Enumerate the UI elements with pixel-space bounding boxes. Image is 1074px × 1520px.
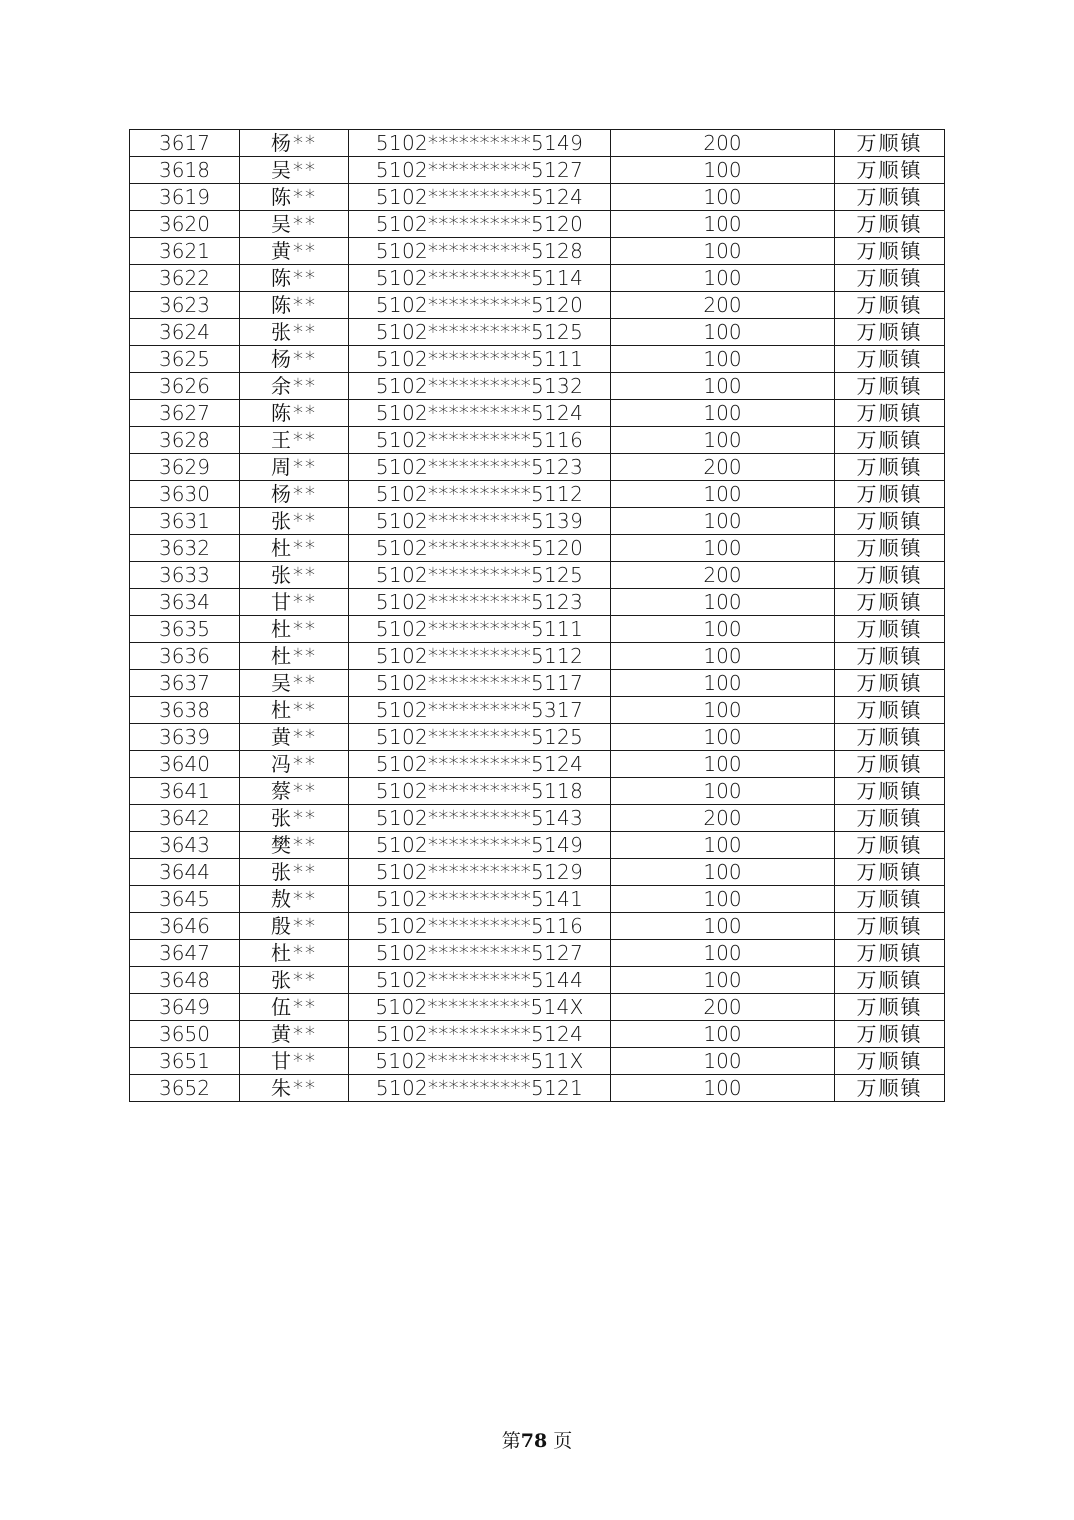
cell-name: 樊**: [240, 832, 349, 859]
cell-name: 杜**: [240, 940, 349, 967]
cell-town: 万顺镇: [835, 994, 945, 1021]
cell-town: 万顺镇: [835, 157, 945, 184]
cell-serial-number: 3625: [130, 346, 240, 373]
cell-name: 吴**: [240, 670, 349, 697]
cell-id-number: 5102**********5127: [349, 940, 611, 967]
cell-serial-number: 3634: [130, 589, 240, 616]
table-row: [130, 589, 945, 616]
cell-name: 杨**: [240, 346, 349, 373]
table-row: [130, 373, 945, 400]
cell-id-number: 5102**********514X: [349, 994, 611, 1021]
table-row: [130, 535, 945, 562]
cell-serial-number: 3637: [130, 670, 240, 697]
table-row: [130, 670, 945, 697]
cell-amount: 100: [611, 589, 835, 616]
cell-serial-number: 3636: [130, 643, 240, 670]
cell-amount: 100: [611, 1075, 835, 1102]
cell-name: 伍**: [240, 994, 349, 1021]
cell-amount: 100: [611, 373, 835, 400]
table-row: [130, 859, 945, 886]
cell-town: 万顺镇: [835, 751, 945, 778]
table-row: [130, 265, 945, 292]
table-row: [130, 805, 945, 832]
cell-town: 万顺镇: [835, 265, 945, 292]
cell-name: 黄**: [240, 1021, 349, 1048]
cell-id-number: 5102**********511X: [349, 1048, 611, 1075]
table-row: [130, 643, 945, 670]
subsidy-table: [129, 129, 945, 1102]
cell-town: 万顺镇: [835, 427, 945, 454]
cell-town: 万顺镇: [835, 481, 945, 508]
cell-serial-number: 3627: [130, 400, 240, 427]
cell-amount: 100: [611, 319, 835, 346]
cell-amount: 100: [611, 481, 835, 508]
cell-id-number: 5102**********5149: [349, 130, 611, 157]
cell-name: 陈**: [240, 292, 349, 319]
cell-amount: 100: [611, 913, 835, 940]
cell-id-number: 5102**********5139: [349, 508, 611, 535]
cell-town: 万顺镇: [835, 913, 945, 940]
cell-town: 万顺镇: [835, 643, 945, 670]
table-row: [130, 427, 945, 454]
cell-id-number: 5102**********5317: [349, 697, 611, 724]
cell-town: 万顺镇: [835, 508, 945, 535]
cell-name: 张**: [240, 805, 349, 832]
cell-id-number: 5102**********5114: [349, 265, 611, 292]
cell-id-number: 5102**********5125: [349, 319, 611, 346]
cell-id-number: 5102**********5120: [349, 211, 611, 238]
cell-name: 殷**: [240, 913, 349, 940]
cell-town: 万顺镇: [835, 346, 945, 373]
cell-id-number: 5102**********5118: [349, 778, 611, 805]
cell-amount: 100: [611, 1021, 835, 1048]
cell-id-number: 5102**********5149: [349, 832, 611, 859]
cell-id-number: 5102**********5143: [349, 805, 611, 832]
cell-name: 黄**: [240, 724, 349, 751]
cell-serial-number: 3648: [130, 967, 240, 994]
cell-id-number: 5102**********5127: [349, 157, 611, 184]
cell-serial-number: 3618: [130, 157, 240, 184]
cell-id-number: 5102**********5129: [349, 859, 611, 886]
cell-amount: 100: [611, 886, 835, 913]
cell-town: 万顺镇: [835, 1075, 945, 1102]
table-row: [130, 184, 945, 211]
cell-amount: 100: [611, 211, 835, 238]
cell-id-number: 5102**********5144: [349, 967, 611, 994]
cell-amount: 100: [611, 940, 835, 967]
cell-serial-number: 3624: [130, 319, 240, 346]
cell-serial-number: 3619: [130, 184, 240, 211]
table-row: [130, 913, 945, 940]
cell-id-number: 5102**********5125: [349, 724, 611, 751]
cell-amount: 100: [611, 751, 835, 778]
cell-town: 万顺镇: [835, 697, 945, 724]
cell-serial-number: 3621: [130, 238, 240, 265]
cell-amount: 100: [611, 778, 835, 805]
cell-id-number: 5102**********5124: [349, 184, 611, 211]
cell-town: 万顺镇: [835, 940, 945, 967]
cell-serial-number: 3617: [130, 130, 240, 157]
cell-name: 余**: [240, 373, 349, 400]
cell-name: 杨**: [240, 130, 349, 157]
cell-serial-number: 3626: [130, 373, 240, 400]
cell-amount: 100: [611, 697, 835, 724]
cell-id-number: 5102**********5117: [349, 670, 611, 697]
cell-town: 万顺镇: [835, 1048, 945, 1075]
cell-amount: 200: [611, 562, 835, 589]
cell-town: 万顺镇: [835, 211, 945, 238]
cell-amount: 100: [611, 832, 835, 859]
cell-amount: 200: [611, 130, 835, 157]
cell-name: 敖**: [240, 886, 349, 913]
table-row: [130, 697, 945, 724]
cell-town: 万顺镇: [835, 292, 945, 319]
cell-serial-number: 3632: [130, 535, 240, 562]
cell-amount: 100: [611, 346, 835, 373]
cell-amount: 100: [611, 1048, 835, 1075]
table-row: [130, 832, 945, 859]
cell-amount: 100: [611, 967, 835, 994]
cell-town: 万顺镇: [835, 319, 945, 346]
subsidy-table-container: [129, 129, 945, 1102]
cell-name: 杜**: [240, 616, 349, 643]
cell-serial-number: 3631: [130, 508, 240, 535]
cell-id-number: 5102**********5123: [349, 589, 611, 616]
cell-serial-number: 3643: [130, 832, 240, 859]
table-body: [130, 130, 945, 1102]
cell-town: 万顺镇: [835, 1021, 945, 1048]
cell-id-number: 5102**********5111: [349, 616, 611, 643]
cell-amount: 200: [611, 805, 835, 832]
cell-name: 张**: [240, 319, 349, 346]
cell-id-number: 5102**********5112: [349, 643, 611, 670]
cell-serial-number: 3645: [130, 886, 240, 913]
cell-amount: 100: [611, 265, 835, 292]
cell-town: 万顺镇: [835, 130, 945, 157]
cell-name: 杨**: [240, 481, 349, 508]
table-row: [130, 130, 945, 157]
cell-serial-number: 3652: [130, 1075, 240, 1102]
table-row: [130, 238, 945, 265]
cell-name: 朱**: [240, 1075, 349, 1102]
table-row: [130, 940, 945, 967]
table-row: [130, 751, 945, 778]
page-footer: [0, 1426, 1074, 1453]
cell-id-number: 5102**********5120: [349, 292, 611, 319]
cell-serial-number: 3646: [130, 913, 240, 940]
cell-town: 万顺镇: [835, 859, 945, 886]
table-row: [130, 994, 945, 1021]
cell-amount: 100: [611, 508, 835, 535]
cell-amount: 200: [611, 292, 835, 319]
cell-amount: 100: [611, 535, 835, 562]
cell-serial-number: 3628: [130, 427, 240, 454]
cell-id-number: 5102**********5111: [349, 346, 611, 373]
cell-amount: 100: [611, 643, 835, 670]
cell-id-number: 5102**********5120: [349, 535, 611, 562]
cell-town: 万顺镇: [835, 805, 945, 832]
cell-name: 王**: [240, 427, 349, 454]
table-row: [130, 1075, 945, 1102]
cell-serial-number: 3633: [130, 562, 240, 589]
cell-id-number: 5102**********5125: [349, 562, 611, 589]
cell-name: 张**: [240, 562, 349, 589]
cell-id-number: 5102**********5124: [349, 751, 611, 778]
cell-id-number: 5102**********5116: [349, 427, 611, 454]
cell-serial-number: 3639: [130, 724, 240, 751]
cell-id-number: 5102**********5116: [349, 913, 611, 940]
cell-amount: 100: [611, 670, 835, 697]
cell-amount: 100: [611, 427, 835, 454]
cell-name: 甘**: [240, 589, 349, 616]
cell-id-number: 5102**********5112: [349, 481, 611, 508]
table-row: [130, 1021, 945, 1048]
cell-amount: 200: [611, 994, 835, 1021]
cell-id-number: 5102**********5132: [349, 373, 611, 400]
cell-serial-number: 3647: [130, 940, 240, 967]
cell-name: 张**: [240, 508, 349, 535]
cell-name: 张**: [240, 859, 349, 886]
cell-town: 万顺镇: [835, 184, 945, 211]
table-row: [130, 967, 945, 994]
cell-amount: 100: [611, 724, 835, 751]
cell-serial-number: 3650: [130, 1021, 240, 1048]
cell-serial-number: 3644: [130, 859, 240, 886]
table-row: [130, 346, 945, 373]
cell-amount: 100: [611, 400, 835, 427]
cell-amount: 100: [611, 184, 835, 211]
cell-id-number: 5102**********5141: [349, 886, 611, 913]
cell-serial-number: 3641: [130, 778, 240, 805]
cell-name: 杜**: [240, 643, 349, 670]
cell-town: 万顺镇: [835, 454, 945, 481]
cell-town: 万顺镇: [835, 724, 945, 751]
page-label-prefix: 第: [501, 1430, 521, 1452]
table-row: [130, 400, 945, 427]
cell-name: 杜**: [240, 535, 349, 562]
table-row: [130, 778, 945, 805]
cell-name: 黄**: [240, 238, 349, 265]
cell-town: 万顺镇: [835, 778, 945, 805]
cell-serial-number: 3651: [130, 1048, 240, 1075]
cell-name: 蔡**: [240, 778, 349, 805]
cell-serial-number: 3623: [130, 292, 240, 319]
cell-amount: 100: [611, 859, 835, 886]
cell-name: 周**: [240, 454, 349, 481]
cell-town: 万顺镇: [835, 535, 945, 562]
table-row: [130, 319, 945, 346]
cell-town: 万顺镇: [835, 373, 945, 400]
table-row: [130, 454, 945, 481]
cell-amount: 100: [611, 616, 835, 643]
cell-name: 甘**: [240, 1048, 349, 1075]
table-row: [130, 292, 945, 319]
cell-name: 陈**: [240, 400, 349, 427]
cell-id-number: 5102**********5124: [349, 400, 611, 427]
cell-serial-number: 3622: [130, 265, 240, 292]
table-row: [130, 481, 945, 508]
cell-town: 万顺镇: [835, 670, 945, 697]
table-row: [130, 724, 945, 751]
cell-serial-number: 3620: [130, 211, 240, 238]
cell-town: 万顺镇: [835, 886, 945, 913]
cell-town: 万顺镇: [835, 238, 945, 265]
table-row: [130, 562, 945, 589]
cell-id-number: 5102**********5121: [349, 1075, 611, 1102]
cell-id-number: 5102**********5128: [349, 238, 611, 265]
cell-name: 陈**: [240, 184, 349, 211]
cell-serial-number: 3635: [130, 616, 240, 643]
cell-name: 吴**: [240, 157, 349, 184]
cell-serial-number: 3630: [130, 481, 240, 508]
cell-town: 万顺镇: [835, 832, 945, 859]
cell-serial-number: 3649: [130, 994, 240, 1021]
page-number: 78: [520, 1430, 548, 1452]
table-row: [130, 1048, 945, 1075]
cell-id-number: 5102**********5123: [349, 454, 611, 481]
table-row: [130, 886, 945, 913]
cell-town: 万顺镇: [835, 589, 945, 616]
table-row: [130, 211, 945, 238]
cell-town: 万顺镇: [835, 562, 945, 589]
cell-serial-number: 3640: [130, 751, 240, 778]
cell-name: 陈**: [240, 265, 349, 292]
cell-amount: 100: [611, 238, 835, 265]
cell-town: 万顺镇: [835, 967, 945, 994]
cell-amount: 200: [611, 454, 835, 481]
cell-name: 冯**: [240, 751, 349, 778]
cell-amount: 100: [611, 157, 835, 184]
cell-name: 张**: [240, 967, 349, 994]
page-label-suffix: 页: [553, 1430, 573, 1452]
table-row: [130, 157, 945, 184]
cell-name: 杜**: [240, 697, 349, 724]
cell-town: 万顺镇: [835, 400, 945, 427]
cell-serial-number: 3629: [130, 454, 240, 481]
cell-serial-number: 3638: [130, 697, 240, 724]
cell-name: 吴**: [240, 211, 349, 238]
table-row: [130, 616, 945, 643]
cell-town: 万顺镇: [835, 616, 945, 643]
cell-id-number: 5102**********5124: [349, 1021, 611, 1048]
table-row: [130, 508, 945, 535]
cell-serial-number: 3642: [130, 805, 240, 832]
